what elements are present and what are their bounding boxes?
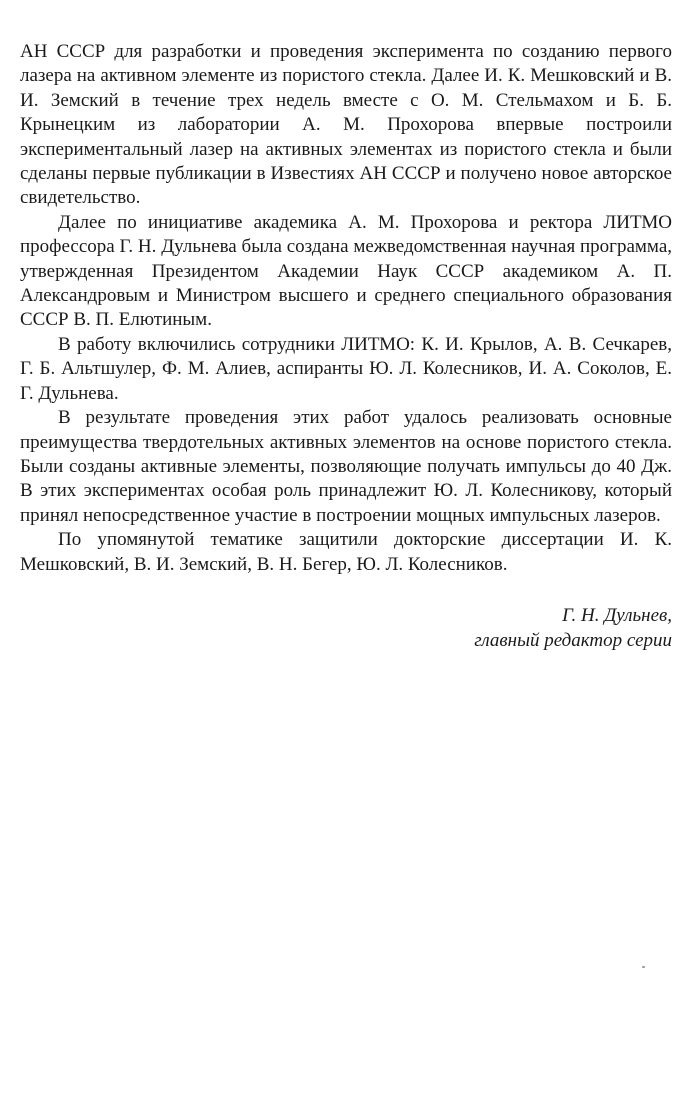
- signature-title: главный редактор серии: [474, 629, 672, 651]
- scan-speck: [642, 966, 645, 968]
- paragraph-3: В работу включились сотрудники ЛИТМО: К. И. Крылов, А. В. Сечкарев, Г. Б. Альтшулер, Ф. М. Алиев, аспиранты Ю. Л. Колесников, И. А. Соколов, Е. Г. Дульнева.: [20, 333, 672, 404]
- page-text: [20, 40, 672, 653]
- paragraph-2: Далее по инициативе академика А. М. Прохорова и ректора ЛИТМО профессора Г. Н. Дульнева была создана межведомственная научная программа, утвержденная Президентом Академии Наук СССР академиком А. П. Александровым и Министром высшего и среднего специального образования СССР В. П. Елютиным.: [20, 211, 672, 331]
- signature-name: Г. Н. Дульнев,: [562, 604, 672, 626]
- paragraph-4: В результате проведения этих работ удалось реализовать основные преимущества твердотельных активных элементов на основе пористого стекла. Были созданы активные элементы, позволяющие получать импульсы до 40 Дж. В этих экспериментах особая роль принадлежит Ю. Л. Колесникову, который принял непосредственное участие в построении мощных импульсных лазеров.: [20, 407, 672, 526]
- paragraph-1: АН СССР для разработки и проведения эксперимента по созданию первого лазера на активном элементе из пористого стекла. Далее И. К. Мешковский и В. И. Земский в течение трех недель вместе с О. М. Стельмахом и Б. Б. Крынецким из лаборатории А. М. Прохорова впервые построили экспериментальный лазер на активных элементах из пористого стекла и были сделаны первые публикации в Известиях АН СССР и получено новое авторское свидетельство.: [20, 41, 672, 209]
- signature-block: [20, 603, 672, 653]
- paragraph-5: По упомянутой тематике защитили докторские диссертации И. К. Мешковский, В. И. Земский, В. Н. Бегер, Ю. Л. Колесников.: [20, 529, 672, 575]
